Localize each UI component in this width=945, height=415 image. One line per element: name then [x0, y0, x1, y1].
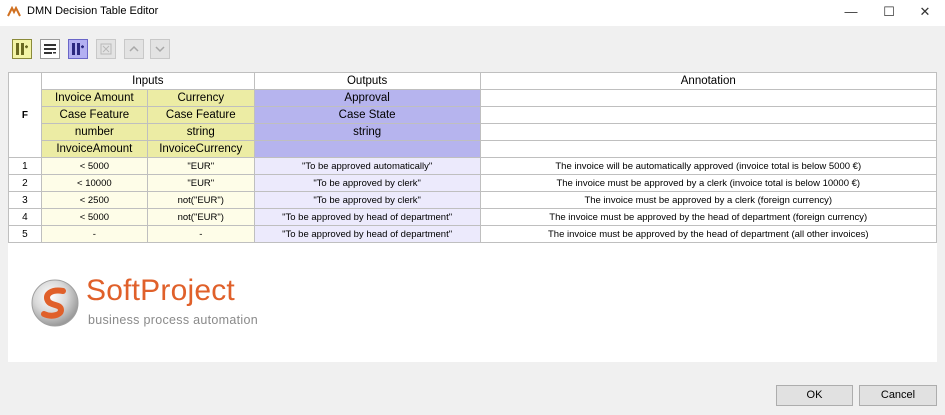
title-bar [0, 0, 945, 26]
window-title: DMN Decision Table Editor [27, 5, 159, 17]
table-row [9, 226, 937, 243]
rule-annotation-cell[interactable]: The invoice must be approved by the head of department (all other invoices) [480, 226, 936, 243]
content-panel [8, 72, 937, 362]
table-row [9, 192, 937, 209]
maximize-button[interactable]: ☐ [883, 4, 895, 19]
logo-name: SoftProject [86, 274, 235, 307]
rule-output-cell[interactable]: "To be approved by clerk" [254, 175, 480, 192]
table-row [9, 209, 937, 226]
inputs-header: Inputs [41, 73, 254, 90]
output-datatype[interactable]: string [254, 124, 480, 141]
rule-output-cell[interactable]: "To be approved by head of department" [254, 226, 480, 243]
rule-amount-cell[interactable]: - [41, 226, 147, 243]
rule-output-cell[interactable]: "To be approved by head of department" [254, 209, 480, 226]
input-variable-amount[interactable]: InvoiceAmount [41, 141, 147, 158]
rule-currency-cell[interactable]: not("EUR") [147, 192, 254, 209]
output-kind[interactable]: Case State [254, 107, 480, 124]
table-row [9, 158, 937, 175]
output-label[interactable]: Approval [254, 90, 480, 107]
add-row-button[interactable] [40, 39, 60, 59]
delete-icon [99, 42, 113, 56]
input-label-amount[interactable]: Invoice Amount [41, 90, 147, 107]
add-output-column-button[interactable] [68, 39, 88, 59]
input-datatype-currency[interactable]: string [147, 124, 254, 141]
rule-annotation-cell[interactable]: The invoice must be approved by the head of department (foreign currency) [480, 209, 936, 226]
table-row [9, 175, 937, 192]
add-row-icon [43, 42, 57, 56]
rule-number[interactable]: 4 [9, 209, 42, 226]
rule-amount-cell[interactable]: < 2500 [41, 192, 147, 209]
add-input-column-button[interactable] [12, 39, 32, 59]
outputs-header: Outputs [254, 73, 480, 90]
annotation-header-cell[interactable] [480, 141, 936, 158]
rule-annotation-cell[interactable]: The invoice must be approved by a clerk (invoice total is below 10000 €) [480, 175, 936, 192]
app-icon [7, 6, 21, 18]
move-up-button[interactable] [124, 39, 144, 59]
ok-button[interactable]: OK [776, 385, 853, 406]
rule-currency-cell[interactable]: not("EUR") [147, 209, 254, 226]
add-output-column-icon [71, 42, 85, 56]
add-input-column-icon [15, 42, 29, 56]
minimize-button[interactable]: — [844, 4, 858, 19]
rule-amount-cell[interactable]: < 5000 [41, 209, 147, 226]
rule-output-cell[interactable]: "To be approved automatically" [254, 158, 480, 175]
annotation-header-cell[interactable] [480, 90, 936, 107]
input-variable-currency[interactable]: InvoiceCurrency [147, 141, 254, 158]
annotation-header-cell[interactable] [480, 124, 936, 141]
logo-tagline: business process automation [88, 313, 258, 327]
delete-button[interactable] [96, 39, 116, 59]
close-button[interactable]: ✕ [919, 4, 931, 19]
rule-amount-cell[interactable]: < 10000 [41, 175, 147, 192]
rule-currency-cell[interactable]: "EUR" [147, 158, 254, 175]
rule-number[interactable]: 3 [9, 192, 42, 209]
input-kind-currency[interactable]: Case Feature [147, 107, 254, 124]
decision-table [8, 72, 937, 243]
rule-annotation-cell[interactable]: The invoice will be automatically approved (invoice total is below 5000 €) [480, 158, 936, 175]
annotation-header: Annotation [480, 73, 936, 90]
hit-policy-cell[interactable]: F [9, 73, 42, 158]
rule-number[interactable]: 2 [9, 175, 42, 192]
move-down-button[interactable] [150, 39, 170, 59]
input-datatype-amount[interactable]: number [41, 124, 147, 141]
move-down-icon [153, 42, 167, 56]
rule-amount-cell[interactable]: < 5000 [41, 158, 147, 175]
input-kind-amount[interactable]: Case Feature [41, 107, 147, 124]
move-up-icon [127, 42, 141, 56]
rule-currency-cell[interactable]: "EUR" [147, 175, 254, 192]
softproject-logo-icon [30, 278, 80, 328]
cancel-button[interactable]: Cancel [859, 385, 937, 406]
rule-number[interactable]: 5 [9, 226, 42, 243]
rule-output-cell[interactable]: "To be approved by clerk" [254, 192, 480, 209]
output-variable[interactable] [254, 141, 480, 158]
input-label-currency[interactable]: Currency [147, 90, 254, 107]
rule-annotation-cell[interactable]: The invoice must be approved by a clerk (foreign currency) [480, 192, 936, 209]
rule-number[interactable]: 1 [9, 158, 42, 175]
annotation-header-cell[interactable] [480, 107, 936, 124]
rule-currency-cell[interactable]: - [147, 226, 254, 243]
